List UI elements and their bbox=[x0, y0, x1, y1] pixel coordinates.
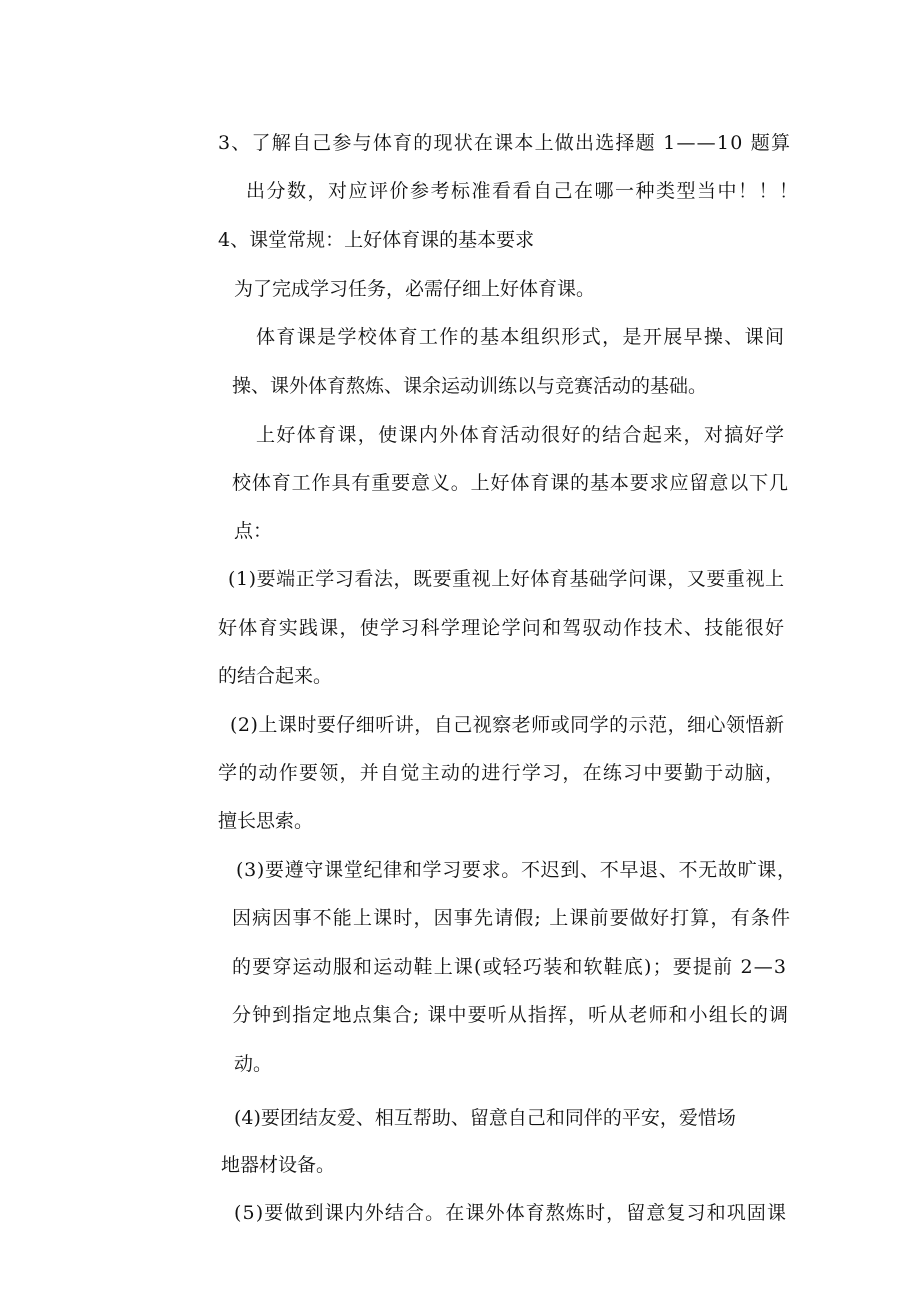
text-line-16: (3)要遵守课堂纪律和学习要求。不迟到、不早退、不无故旷课， bbox=[236, 859, 797, 881]
text-line-9: 点： bbox=[234, 520, 273, 542]
text-line-10: (1)要端正学习看法，既要重视上好体育基础学问课，又要重视上 bbox=[228, 568, 785, 590]
text-line-5: 体育课是学校体育工作的基本组织形式，是开展早操、课间 bbox=[256, 326, 786, 348]
text-line-12: 的结合起来。 bbox=[218, 665, 333, 687]
text-line-11: 好体育实践课，使学习科学理论学问和驾驭动作技术、技能很好 bbox=[218, 617, 786, 639]
text-line-1: 3、了解自己参与体育的现状在课本上做出选择题 1——10 题算 bbox=[218, 132, 792, 154]
text-line-4: 为了完成学习任务，必需仔细上好体育课。 bbox=[234, 278, 596, 300]
text-line-6: 操、课外体育熬炼、课余运动训练以与竞赛活动的基础。 bbox=[232, 375, 708, 397]
text-line-15: 擅长思索。 bbox=[218, 810, 314, 832]
text-line-2: 出分数，对应评价参考标准看看自己在哪一种类型当中！！！ bbox=[246, 180, 800, 202]
text-line-17: 因病因事不能上课时，因事先请假; 上课前要做好打算，有条件 bbox=[232, 907, 792, 929]
text-line-14: 学的动作要领，并自觉主动的进行学习，在练习中要勤于动脑， bbox=[218, 762, 786, 784]
text-line-22: 地器材设备。 bbox=[221, 1154, 336, 1176]
text-line-7: 上好体育课，使课内外体育活动很好的结合起来，对搞好学 bbox=[256, 424, 786, 446]
text-line-21: (4)要团结友爱、相互帮助、留意自己和同伴的平安，爱惜场 bbox=[234, 1107, 736, 1129]
text-line-19: 分钟到指定地点集合; 课中要听从指挥，听从老师和小组长的调 bbox=[232, 1004, 790, 1026]
text-line-8: 校体育工作具有重要意义。上好体育课的基本要求应留意以下几 bbox=[232, 472, 789, 494]
text-line-3: 4、课堂常规：上好体育课的基本要求 bbox=[218, 229, 535, 251]
text-line-13: (2)上课时要仔细听讲，自己视察老师或同学的示范，细心领悟新 bbox=[230, 714, 785, 736]
text-line-20: 动。 bbox=[234, 1053, 273, 1075]
text-line-18: 的要穿运动服和运动鞋上课(或轻巧装和软鞋底)；要提前 2—3 bbox=[232, 956, 788, 978]
text-line-23: (5)要做到课内外结合。在课外体育熬炼时，留意复习和巩固课 bbox=[234, 1202, 788, 1224]
